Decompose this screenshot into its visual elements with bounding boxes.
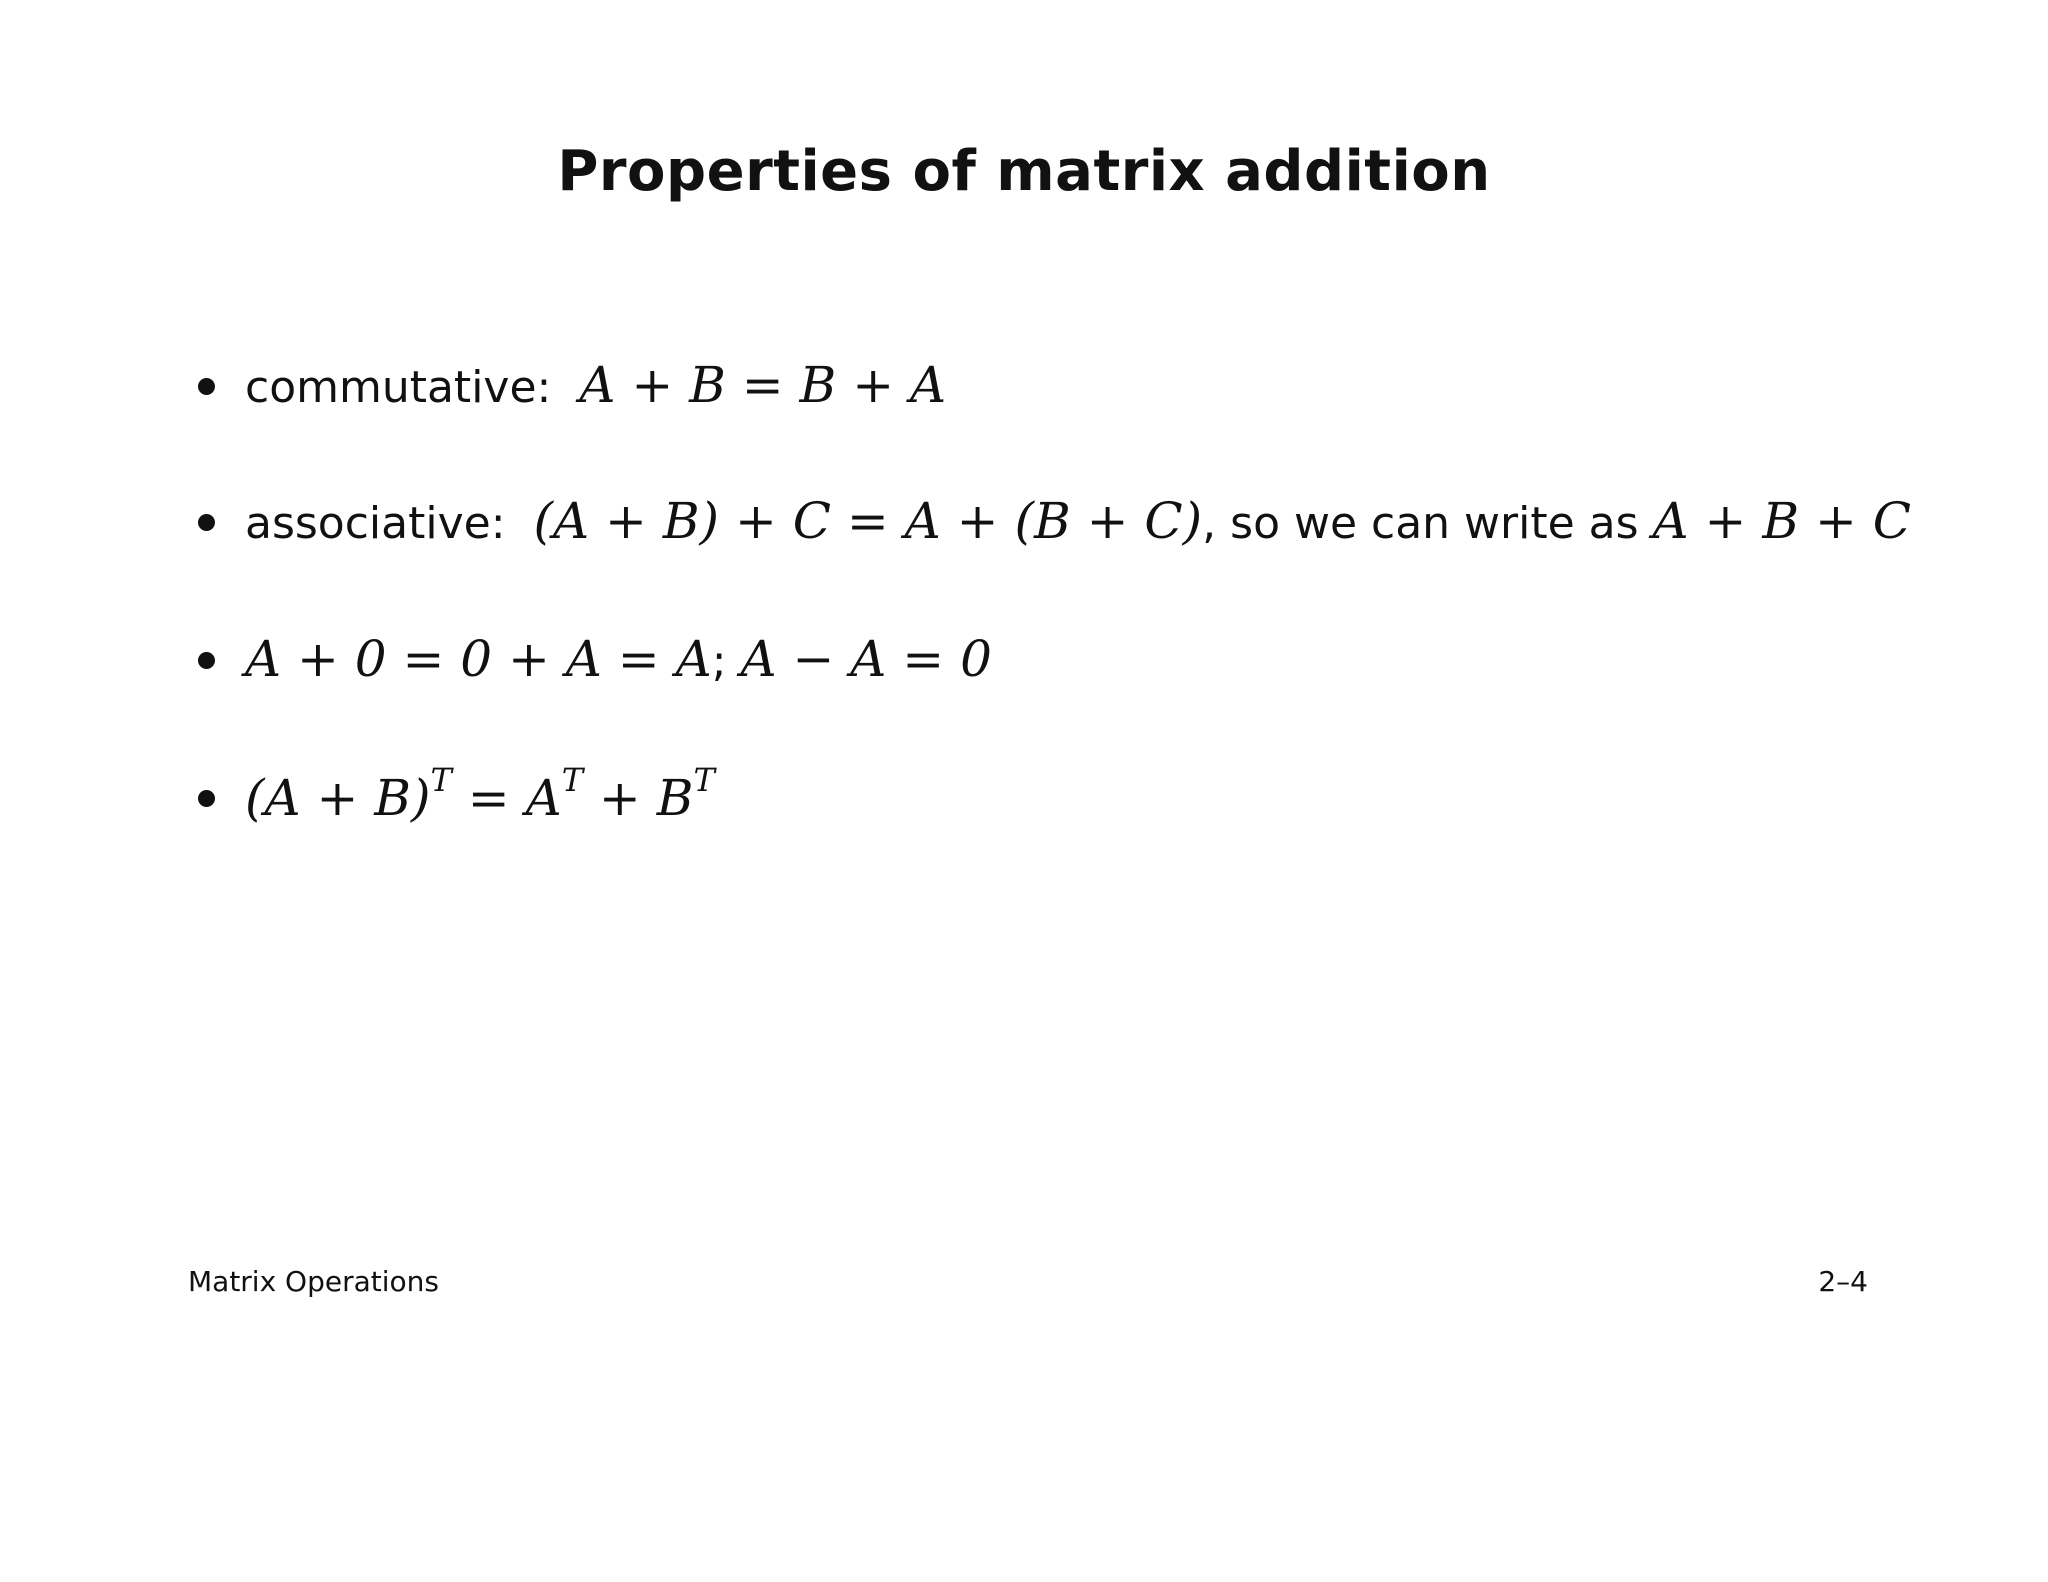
separator: ; — [711, 636, 727, 687]
math-part: (A + B) — [245, 768, 431, 827]
footer-section-title: Matrix Operations — [188, 1265, 439, 1298]
bullet-dot-icon — [198, 514, 215, 531]
bullet-transpose — [198, 761, 715, 827]
math-part: = A — [451, 768, 562, 827]
math-expression: A − A = 0 — [740, 630, 992, 688]
bullet-dot-icon — [198, 652, 215, 669]
math-expression: A + 0 = 0 + A = A — [245, 630, 712, 688]
bullet-label: associative: — [245, 498, 506, 549]
math-expression: A + B = B + A — [579, 356, 947, 414]
bullet-zero-identity — [198, 630, 992, 688]
superscript: T — [693, 761, 715, 799]
superscript: T — [561, 761, 584, 799]
footer-page-number: 2–4 — [1818, 1265, 1868, 1298]
superscript: T — [430, 761, 452, 799]
bullet-dot-icon — [198, 790, 215, 807]
bullet-tail-text: , so we can write as — [1202, 498, 1639, 549]
bullet-associative — [198, 492, 1912, 550]
bullet-label: commutative: — [245, 362, 552, 413]
bullet-dot-icon — [198, 378, 215, 395]
math-part: + B — [583, 768, 694, 827]
math-expression: A + B + C — [1652, 492, 1912, 550]
math-expression — [245, 761, 715, 827]
math-expression: (A + B) + C = A + (B + C) — [533, 492, 1203, 550]
bullet-commutative — [198, 356, 947, 414]
slide-title: Properties of matrix addition — [557, 139, 1491, 204]
